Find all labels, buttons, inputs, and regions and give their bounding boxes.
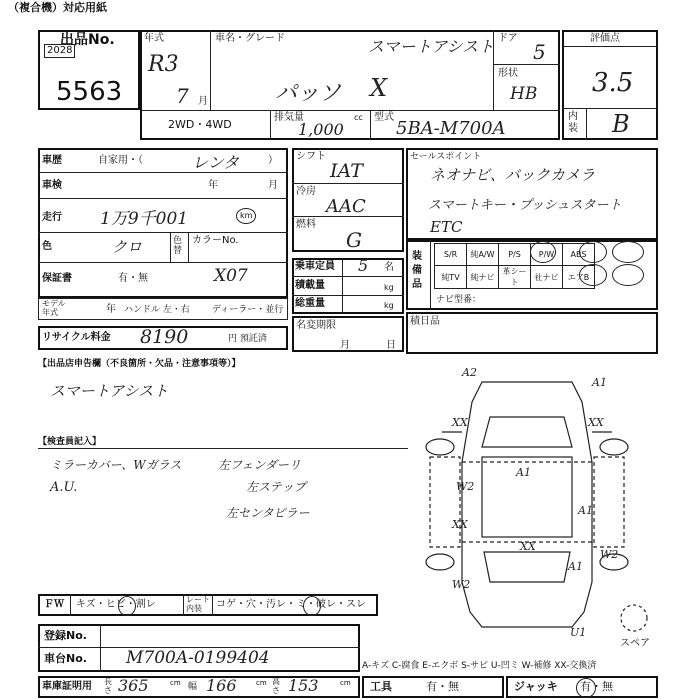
interior-value: B	[612, 110, 630, 138]
jack-label: ジャッキ	[514, 680, 558, 693]
color-value: クロ	[112, 238, 143, 256]
inspection-month-unit: 月	[268, 180, 278, 191]
equip-ps: P/S	[499, 244, 531, 266]
displacement-label: 排気量	[274, 112, 304, 123]
sales-label: セールスポイント	[410, 152, 482, 162]
mark-7: A1	[578, 504, 593, 517]
ac-label: 冷房	[296, 186, 316, 197]
equip-aftermarket-navi: 社ナビ	[531, 266, 563, 289]
door-value: 5	[533, 40, 546, 64]
lens-label: レート内装	[186, 595, 210, 613]
circle-lens	[303, 596, 321, 616]
shape-label: 形状	[498, 68, 518, 79]
rating-label: 評価点	[590, 33, 620, 44]
weight-label: 総重量	[295, 298, 325, 309]
recycle-unit: 円 預託済	[228, 334, 267, 344]
recycle-value: 8190	[140, 326, 189, 348]
capacity-unit: 名	[384, 262, 394, 273]
model-year-label: モデル年式	[42, 299, 66, 317]
year-value: R3	[148, 52, 179, 77]
drive-label: 2WD・4WD	[168, 118, 232, 131]
equip-leather: 革シート	[499, 266, 531, 289]
color-no-label: カラーNo.	[192, 235, 239, 246]
rename-label: 名変期限	[296, 320, 336, 331]
mark-12: W2	[600, 548, 619, 561]
equip-navi: 純ナビ	[467, 266, 499, 289]
equip-tv: 純TV	[435, 266, 467, 289]
height-label: 高さ	[272, 677, 280, 695]
shift-value: IAT	[330, 160, 363, 182]
height-value: 153	[288, 676, 319, 695]
mileage-value: 1万9千001	[100, 209, 189, 229]
chassis-value: M700A-0199404	[126, 648, 270, 668]
history-label: 車歴	[42, 155, 62, 166]
circle-pw	[579, 241, 607, 263]
model-name: パッソ	[275, 81, 342, 106]
color-label: 色	[42, 241, 52, 252]
load-label: 積載量	[295, 280, 325, 291]
fw-label: ＦＷ	[44, 599, 64, 610]
navi-label: ナビ型番：	[436, 295, 482, 305]
load-unit: kg	[384, 283, 394, 292]
sales-line1: ネオナビ、バックカメラ	[430, 166, 595, 184]
inspector-right1: 左フェンダーリ	[218, 458, 301, 472]
equipment-label: 装備品	[412, 251, 422, 290]
capacity-label: 乗車定員	[295, 261, 335, 272]
equip-abs: ABS	[563, 244, 595, 266]
lot-box	[38, 30, 140, 110]
width-label: 幅	[188, 682, 198, 692]
width-unit: cm	[256, 679, 267, 687]
arrival-block	[406, 312, 658, 354]
height-unit: cm	[340, 679, 351, 687]
circle-airbag	[612, 264, 644, 286]
history-options: 自家用・（	[98, 155, 143, 166]
form-title: （複合機）対応用紙	[8, 1, 107, 14]
fw-options: キズ・ヒビ・割レ	[76, 599, 156, 610]
month-unit: 月	[198, 96, 208, 107]
warranty-label: 保証書	[42, 273, 72, 284]
year-label: 年式	[144, 33, 164, 44]
inspector-right3: 左センタピラー	[226, 506, 310, 520]
color-no-value: X07	[214, 266, 248, 286]
interior-label: 内装	[568, 111, 578, 134]
lot-number: 5563	[56, 77, 123, 107]
equip-airbag: エアB	[563, 266, 595, 289]
sales-line2: スマートキー・プッシュスタート	[428, 198, 622, 213]
mark-6: W2	[456, 480, 475, 493]
mark-8: XX	[452, 518, 468, 531]
seller-notes-label: 【出品店申告欄（不良箇所・欠品・注意事項等）】	[38, 359, 241, 369]
name-label: 車名・グレード	[215, 33, 285, 44]
door-label: ドア	[498, 33, 518, 44]
fuel-label: 燃料	[296, 219, 316, 230]
displacement-value: 1,000	[298, 120, 344, 139]
width-value: 166	[206, 676, 237, 695]
circle-ps	[530, 241, 556, 263]
sales-line3: ETC	[430, 218, 463, 236]
cert-label: 車庫証明用	[42, 681, 92, 692]
inspection-label: 車検	[42, 180, 62, 191]
length-value: 365	[118, 676, 149, 695]
seller-notes-text: スマートアシスト	[50, 382, 169, 400]
mileage-label: 走行	[42, 212, 62, 223]
equip-aw: 純A/W	[467, 244, 499, 266]
lot-badge: 2028	[44, 44, 75, 58]
grade-value: X	[370, 74, 388, 102]
tools-options: 有・無	[426, 680, 459, 693]
mark-1: A2	[462, 366, 477, 379]
circle-jack	[576, 678, 596, 698]
mark-2: A1	[592, 376, 607, 389]
circle-fw	[118, 596, 136, 616]
month-value: 7	[176, 84, 189, 108]
reg-label: 登録No.	[44, 629, 87, 642]
mark-13: U1	[570, 626, 587, 639]
weight-unit: kg	[384, 301, 394, 310]
shift-label: シフト	[296, 151, 326, 162]
car-damage-diagram	[412, 362, 662, 652]
handle-label: ハンドル 左・右	[124, 305, 190, 315]
mark-10: A1	[568, 560, 583, 573]
type-value: 5BA-M700A	[396, 118, 506, 139]
lens-options: コゲ・穴・汚レ・ミ・破レ・スレ	[216, 599, 366, 610]
legend: A-キズ C-腐食 E-エクボ S-サビ U-凹ミ W-補修 XX-交換済	[362, 661, 597, 671]
length-label: 長さ	[104, 677, 112, 695]
equip-pw: P/W	[531, 244, 563, 266]
shape-value: HB	[510, 84, 538, 104]
type-label: 型式	[374, 112, 394, 123]
mark-3: XX	[452, 416, 468, 429]
circle-abs	[612, 241, 644, 263]
history-value: レンタ	[192, 153, 239, 172]
equip-sr: S/R	[435, 244, 467, 266]
rename-day-unit: 日	[386, 340, 396, 351]
recycle-label: リサイクル料金	[42, 332, 111, 343]
chassis-label: 車台No.	[44, 652, 87, 665]
inspector-label: 【検査員記入】	[38, 437, 102, 447]
model-year-unit: 年	[106, 304, 116, 315]
dealer-label: ディーラー・並行	[212, 305, 284, 315]
arrival-label: 積日品	[410, 316, 440, 327]
spare-label: スペア	[620, 638, 650, 649]
color-change-label: 色替	[173, 236, 183, 256]
inspector-left2: A.U.	[50, 480, 78, 495]
history-close: ）	[268, 155, 278, 166]
warranty-options: 有・無	[118, 273, 148, 284]
mark-11: XX	[520, 540, 536, 553]
equipment-table	[434, 243, 595, 289]
mark-4: XX	[588, 416, 604, 429]
circle-aftermarket-navi	[579, 264, 607, 286]
lot-label: 出品No.	[60, 32, 115, 48]
inspector-right2: 左ステップ	[246, 480, 306, 494]
fuel-value: G	[346, 228, 362, 252]
displacement-unit: cc	[354, 113, 363, 122]
mark-5: A1	[516, 466, 531, 479]
grade-note: スマートアシスト	[368, 37, 495, 56]
tools-label: 工具	[370, 680, 392, 693]
rename-month-unit: 月	[340, 340, 350, 351]
capacity-value: 5	[358, 256, 369, 275]
jack-options: 有・無	[580, 680, 613, 693]
ac-value: AAC	[326, 196, 366, 217]
length-unit: cm	[170, 679, 181, 687]
mileage-unit: km	[236, 208, 256, 224]
inspection-year-unit: 年	[208, 180, 218, 191]
inspector-left1: ミラーカバー、Wガラス	[50, 458, 182, 472]
mark-9: W2	[452, 578, 471, 591]
rating-score: 3.5	[592, 68, 634, 98]
